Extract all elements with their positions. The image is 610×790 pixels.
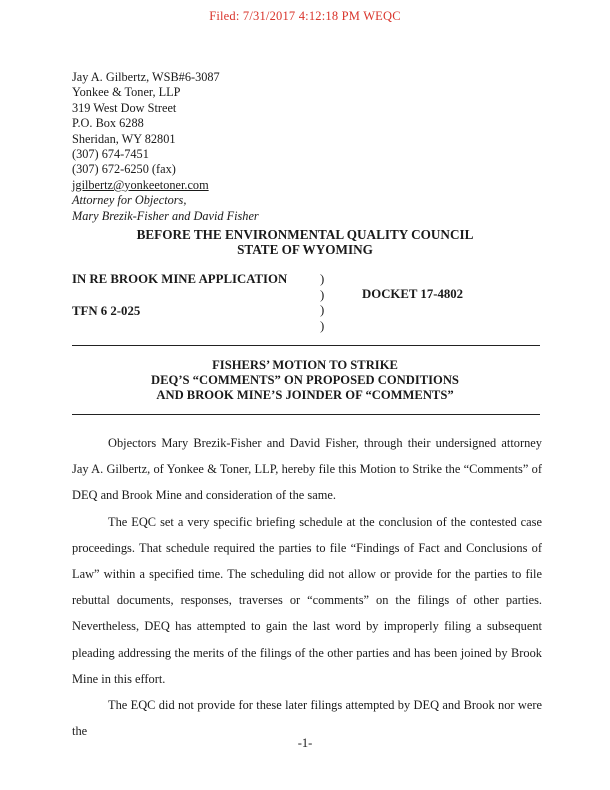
attorney-clients: Mary Brezik-Fisher and David Fisher	[72, 208, 259, 223]
caption-paren: )	[320, 318, 325, 333]
attorney-name: Jay A. Gilbertz, WSB#6-3087	[72, 70, 220, 84]
court-heading-line1: BEFORE THE ENVIRONMENTAL QUALITY COUNCIL	[136, 227, 474, 242]
attorney-po-box: P.O. Box 6288	[72, 116, 144, 131]
page-number: -1-	[297, 736, 313, 750]
court-heading	[0, 227, 610, 257]
motion-body	[72, 430, 542, 744]
caption-parentheses	[320, 272, 324, 334]
court-heading-line2: STATE OF WYOMING	[237, 242, 373, 257]
case-caption	[72, 272, 542, 334]
attorney-email-link[interactable]: jgilbertz@yonkeetoner.com	[72, 177, 209, 192]
caption-paren: )	[320, 287, 325, 302]
attorney-fax: (307) 672-6250 (fax)	[72, 162, 176, 177]
body-paragraph-1: Objectors Mary Brezik-Fisher and David Fisher, through their undersigned attorney Jay A. Gilbertz, of Yonkee & Toner, LLP, hereby file this Motion to Strike the “Comments” of DEQ and Brook Mine and consideration of the same.	[72, 436, 542, 503]
motion-title	[0, 358, 610, 404]
attorney-phone: (307) 674-7451	[72, 147, 149, 162]
caption-tfn: TFN 6 2-025	[72, 304, 141, 318]
body-paragraph-2: The EQC set a very specific briefing schedule at the conclusion of the contested case proceedings. That schedule required the parties to file “Findings of Fact and Conclusions of Law” within a specified time. The scheduling did not allow or provide for the parties to file rebuttal documents, responses, traverses or “comments” on the filings of other parties. Nevertheless, DEQ has attempted to gain the last word by improperly filing a subsequent pleading addressing the merits of the filings of the other parties and has been joined by Brook Mine in this effort.	[72, 514, 542, 686]
attorney-street: 319 West Dow Street	[72, 100, 177, 115]
attorney-firm: Yonkee & Toner, LLP	[72, 85, 181, 100]
caption-paren: )	[320, 303, 325, 317]
divider-bottom	[72, 414, 540, 415]
filed-stamp: Filed: 7/31/2017 4:12:18 PM WEQC	[209, 9, 401, 23]
body-paragraph-3: The EQC did not provide for these later filings attempted by DEQ and Brook nor were the	[72, 698, 542, 739]
attorney-role: Attorney for Objectors,	[72, 193, 187, 208]
caption-matter: IN RE BROOK MINE APPLICATION	[72, 272, 288, 286]
attorney-city: Sheridan, WY 82801	[72, 131, 176, 146]
attorney-block	[72, 70, 259, 224]
caption-paren: )	[320, 272, 325, 286]
divider-top	[72, 345, 540, 346]
motion-title-line1: FISHERS’ MOTION TO STRIKE	[212, 358, 398, 372]
caption-docket: DOCKET 17-4802	[362, 287, 464, 301]
motion-title-line2: DEQ’S “COMMENTS” ON PROPOSED CONDITIONS	[151, 373, 459, 388]
motion-title-line3: AND BROOK MINE’S JOINDER OF “COMMENTS”	[156, 388, 454, 403]
